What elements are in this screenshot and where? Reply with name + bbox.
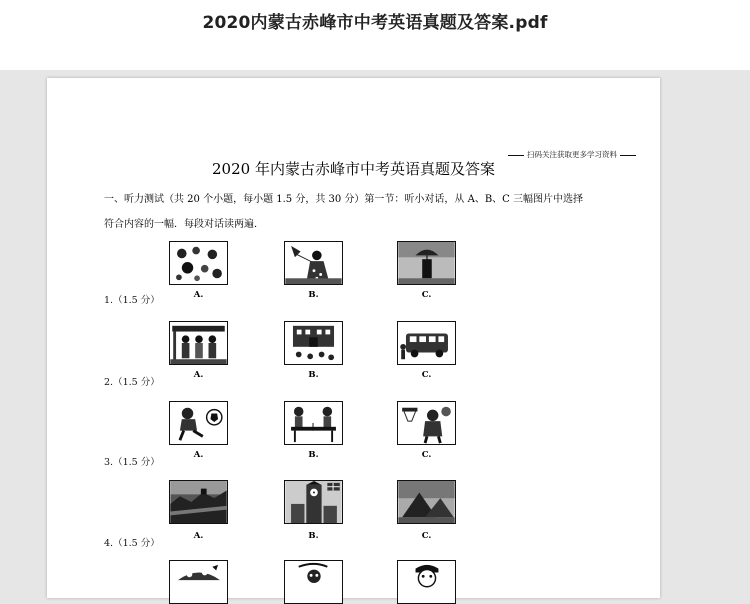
instruction-line-1: 一、听力测试（共 20 个小题，每小题 1.5 分，共 30 分）第一节：听小对话，从 A、B、C 三幅图片中选择 <box>104 194 584 205</box>
question-3-label: 3.（1.5 分） <box>104 457 160 468</box>
option-caption: B. <box>308 370 319 380</box>
pdf-page[interactable] <box>47 78 660 598</box>
scan-note-text: 扫码关注获取更多学习资料 <box>527 150 617 159</box>
person-with-umbrella-icon <box>397 241 456 285</box>
question-1-label: 1.（1.5 分） <box>104 295 160 306</box>
big-ben-icon <box>284 480 343 524</box>
option-caption: A. <box>193 450 204 460</box>
option-caption: B. <box>308 290 319 300</box>
boat-scene-icon <box>169 560 228 604</box>
question-2-label: 2.（1.5 分） <box>104 377 160 388</box>
robot-icon <box>284 560 343 604</box>
flowers-pattern-icon <box>169 241 228 285</box>
paper-title: 2020 年内蒙古赤峰市中考英语真题及答案 <box>212 160 495 178</box>
boy-playing-football-icon <box>169 401 228 445</box>
option-caption: B. <box>308 531 319 541</box>
option-caption: C. <box>421 290 432 300</box>
great-wall-icon <box>169 480 228 524</box>
option-caption: A. <box>193 531 204 541</box>
window-titlebar <box>0 0 750 70</box>
option-caption: C. <box>421 370 432 380</box>
instruction-line-2: 符合内容的一幅．每段对话读两遍． <box>104 219 264 230</box>
option-caption: B. <box>308 450 319 460</box>
boy-face-icon <box>397 560 456 604</box>
ping-pong-icon <box>284 401 343 445</box>
window-title: 2020内蒙古赤峰市中考英语真题及答案.pdf <box>202 13 548 33</box>
basketball-icon <box>397 401 456 445</box>
option-caption: A. <box>193 290 204 300</box>
people-at-bus-stop-icon <box>169 321 228 365</box>
option-caption: A. <box>193 370 204 380</box>
girl-with-kite-icon <box>284 241 343 285</box>
question-4-label: 4.（1.5 分） <box>104 538 160 549</box>
option-caption: C. <box>421 531 432 541</box>
pyramids-icon <box>397 480 456 524</box>
bus-icon <box>397 321 456 365</box>
option-caption: C. <box>421 450 432 460</box>
school-building-icon <box>284 321 343 365</box>
